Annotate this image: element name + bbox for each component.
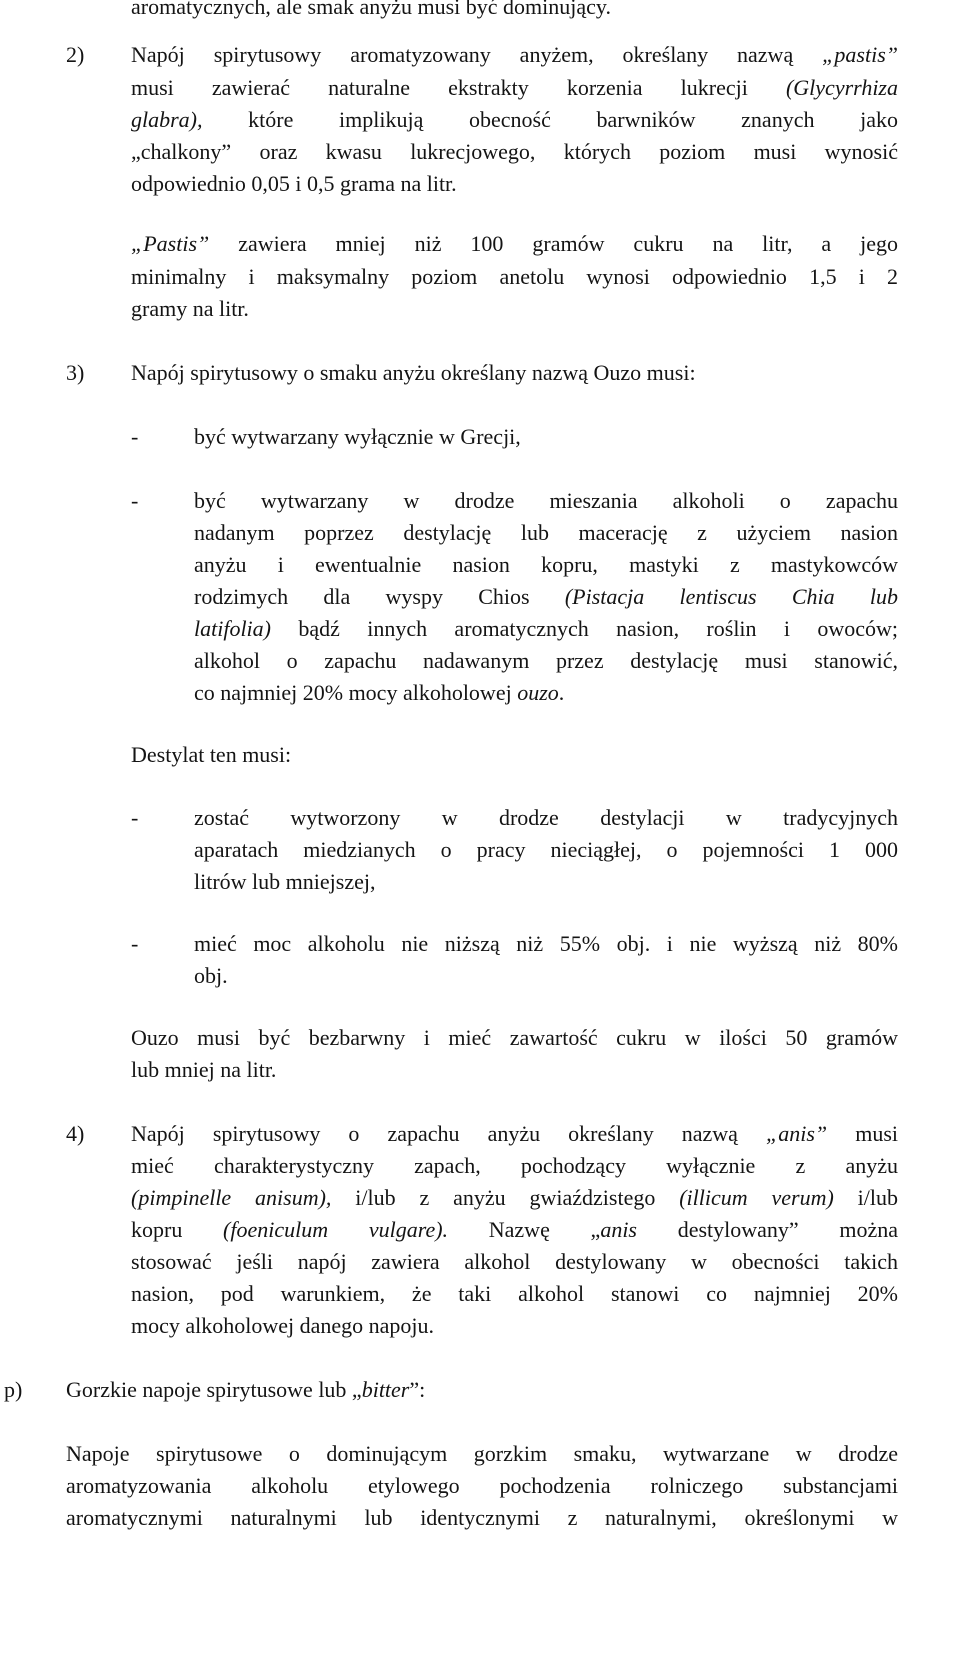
bullet-text: latifolia) bądź innych aromatycznych nasion, roślin i owoców; [194,616,898,641]
paragraph-line: aromatycznych, ale smak anyżu musi być dominujący. [131,0,611,19]
bullet-text: alkohol o zapachu nadawanym przez destylację musi stanowić, [194,648,898,673]
bullet-text: być wytwarzany w drodze mieszania alkoholi o zapachu [194,488,898,513]
bullet-text: rodzimych dla wyspy Chios (Pistacja lentiscus Chia lub [194,584,898,609]
bullet-dash: - [131,424,139,449]
bullet-text: nadanym poprzez destylację lub macerację z użyciem nasion [194,520,898,545]
bullet-text: być wytwarzany wyłącznie w Grecji, [194,424,521,449]
paragraph-line: odpowiednio 0,05 i 0,5 grama na litr. [131,171,457,196]
paragraph-line: aromatyzowania alkoholu etylowego pochodzenia rolniczego substancjami [66,1473,898,1498]
paragraph-line: „Pastis” zawiera mniej niż 100 gramów cukru na litr, a jego [131,231,898,256]
paragraph-line: Napój spirytusowy aromatyzowany anyżem, określany nazwą „pastis” [131,42,898,67]
bullet-text: obj. [194,963,228,988]
item-letter: p) [4,1377,23,1402]
paragraph-line: Destylat ten musi: [131,742,292,767]
paragraph-line: Napoje spirytusowe o dominującym gorzkim smaku, wytwarzane w drodze [66,1441,898,1466]
paragraph-line: nasion, pod warunkiem, że taki alkohol stanowi co najmniej 20% [131,1281,898,1306]
paragraph-line: gramy na litr. [131,296,249,321]
paragraph-line: stosować jeśli napój zawiera alkohol destylowany w obecności takich [131,1249,898,1274]
paragraph-line: mocy alkoholowej danego napoju. [131,1313,435,1338]
paragraph-line: glabra), które implikują obecność barwników znanych jako [131,107,898,132]
paragraph-line: musi zawierać naturalne ekstrakty korzenia lukrecji (Glycyrrhiza [131,75,898,100]
paragraph-line: aromatycznymi naturalnymi lub identycznymi z naturalnymi, określonymi w [66,1505,898,1530]
bullet-text: zostać wytworzony w drodze destylacji w tradycyjnych [194,805,898,830]
bullet-text: anyżu i ewentualnie nasion kopru, mastyki z mastykowców [194,552,898,577]
paragraph-line: „chalkony” oraz kwasu lukrecjowego, których poziom musi wynosić [131,139,898,164]
paragraph-line: Napój spirytusowy o smaku anyżu określany nazwą Ouzo musi: [131,360,696,385]
bullet-dash: - [131,488,139,513]
item-number: 3) [66,360,85,385]
paragraph-line: mieć charakterystyczny zapach, pochodzący wyłącznie z anyżu [131,1153,898,1178]
bullet-dash: - [131,931,139,956]
bullet-text: aparatach miedzianych o pracy nieciągłej, o pojemności 1 000 [194,837,898,862]
paragraph-line: Napój spirytusowy o zapachu anyżu określany nazwą „anis” musi [131,1121,898,1146]
bullet-text: litrów lub mniejszej, [194,869,376,894]
item-number: 4) [66,1121,85,1146]
paragraph-line: Ouzo musi być bezbarwny i mieć zawartość cukru w ilości 50 gramów [131,1025,898,1050]
bullet-text: co najmniej 20% mocy alkoholowej ouzo. [194,680,565,705]
paragraph-line: kopru (foeniculum vulgare). Nazwę „anis destylowany” można [131,1217,898,1242]
bullet-dash: - [131,805,139,830]
bullet-text: mieć moc alkoholu nie niższą niż 55% obj. i nie wyższą niż 80% [194,931,898,956]
paragraph-line: minimalny i maksymalny poziom anetolu wynosi odpowiednio 1,5 i 2 [131,264,898,289]
paragraph-line: (pimpinelle anisum), i/lub z anyżu gwiaździstego (illicum verum) i/lub [131,1185,898,1210]
item-number: 2) [66,42,85,67]
section-heading: Gorzkie napoje spirytusowe lub „bitter”: [66,1377,426,1402]
paragraph-line: lub mniej na litr. [131,1057,277,1082]
